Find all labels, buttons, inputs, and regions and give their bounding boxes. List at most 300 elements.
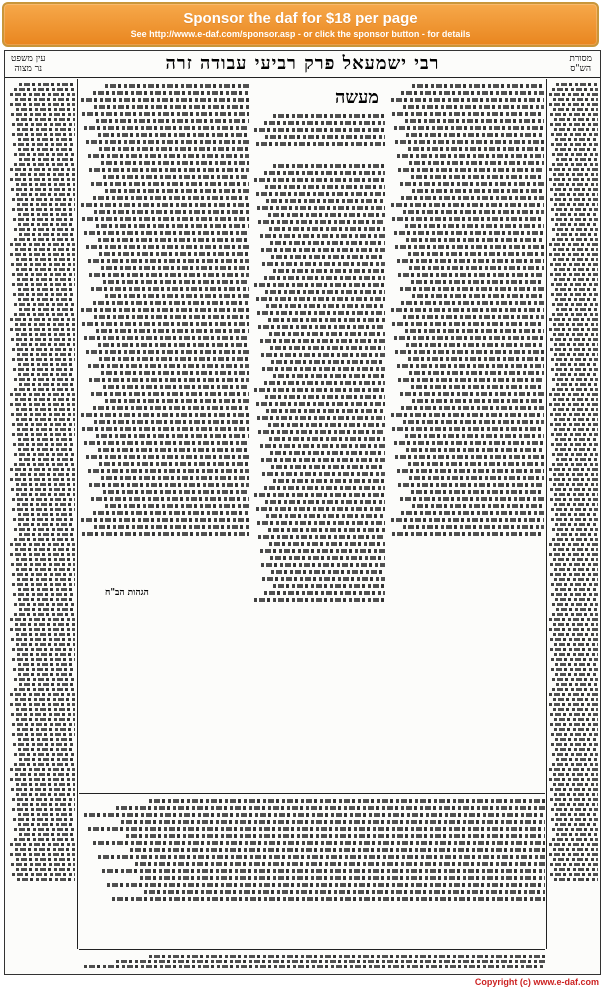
- text-line: [262, 472, 385, 476]
- text-line: [554, 728, 598, 731]
- text-line: [10, 403, 75, 406]
- mesoret-text: [548, 83, 598, 881]
- text-line: [103, 385, 249, 389]
- text-line: [391, 203, 544, 207]
- text-line: [14, 153, 75, 156]
- text-line: [14, 463, 75, 466]
- text-line: [556, 83, 599, 86]
- text-line: [552, 228, 599, 231]
- text-line: [96, 329, 249, 333]
- text-line: [11, 563, 75, 566]
- text-line: [554, 718, 599, 721]
- text-line: [551, 368, 598, 371]
- text-line: [13, 443, 75, 446]
- text-line: [551, 743, 598, 746]
- text-line: [405, 119, 545, 123]
- text-line: [549, 103, 598, 106]
- text-line: [553, 558, 598, 561]
- text-line: [91, 497, 249, 501]
- text-line: [556, 608, 599, 611]
- text-line: [258, 430, 385, 434]
- text-line: [14, 678, 75, 681]
- text-line: [13, 218, 75, 221]
- text-line: [15, 698, 75, 701]
- text-line: [254, 128, 385, 132]
- text-line: [551, 658, 599, 661]
- text-line: [12, 208, 75, 211]
- text-line: [555, 298, 598, 301]
- text-line: [18, 448, 75, 451]
- text-line: [556, 458, 599, 461]
- text-line: [105, 294, 250, 298]
- text-line: [398, 483, 544, 487]
- text-line: [550, 648, 598, 651]
- text-line: [12, 658, 75, 661]
- text-line: [550, 263, 599, 266]
- text-line: [406, 238, 544, 242]
- text-line: [15, 98, 75, 101]
- text-line: [254, 493, 385, 497]
- text-line: [18, 748, 75, 751]
- text-line: [262, 577, 385, 581]
- text-line: [549, 403, 598, 406]
- text-line: [10, 853, 75, 856]
- mesoret-label: מסורת הש"ס: [569, 54, 592, 74]
- text-line: [14, 753, 75, 756]
- text-line: [105, 189, 250, 193]
- text-line: [14, 228, 75, 231]
- text-line: [17, 578, 75, 581]
- text-line: [18, 363, 75, 366]
- text-line: [81, 98, 249, 102]
- text-line: [555, 363, 599, 366]
- text-line: [16, 343, 75, 346]
- text-line: [551, 443, 598, 446]
- text-line: [93, 511, 249, 515]
- margin-text: [9, 83, 75, 881]
- text-line: [551, 593, 598, 596]
- text-line: [551, 818, 598, 821]
- text-line: [149, 955, 545, 958]
- text-line: [91, 182, 249, 186]
- text-line: [406, 133, 544, 137]
- text-line: [10, 703, 75, 706]
- text-line: [554, 203, 598, 206]
- text-line: [11, 863, 75, 866]
- text-line: [84, 965, 545, 968]
- text-line: [395, 245, 544, 249]
- text-line: [16, 868, 75, 871]
- text-line: [16, 268, 75, 271]
- rashi-text: [389, 84, 544, 536]
- text-line: [398, 168, 544, 172]
- text-line: [269, 542, 385, 546]
- text-line: [273, 374, 385, 378]
- text-line: [149, 799, 545, 803]
- text-line: [264, 276, 385, 280]
- text-line: [12, 198, 75, 201]
- text-line: [549, 778, 598, 781]
- text-line: [264, 171, 385, 175]
- text-line: [15, 548, 75, 551]
- text-line: [550, 413, 599, 416]
- text-line: [556, 533, 599, 536]
- text-line: [14, 453, 75, 456]
- text-line: [261, 563, 385, 567]
- text-line: [14, 88, 75, 91]
- text-line: [93, 91, 249, 95]
- text-line: [94, 210, 249, 214]
- text-line: [550, 863, 599, 866]
- text-line: [553, 398, 599, 401]
- text-line: [18, 523, 75, 526]
- text-line: [551, 508, 599, 511]
- text-line: [555, 523, 598, 526]
- text-line: [268, 528, 385, 532]
- text-line: [400, 182, 544, 186]
- text-line: [264, 486, 385, 490]
- text-line: [102, 869, 545, 873]
- text-line: [554, 793, 599, 796]
- text-line: [408, 252, 544, 256]
- text-line: [258, 535, 385, 539]
- text-line: [81, 518, 249, 522]
- text-line: [107, 883, 545, 887]
- text-line: [550, 423, 598, 426]
- text-line: [270, 346, 385, 350]
- text-line: [395, 140, 544, 144]
- text-line: [11, 638, 75, 641]
- page-title: רבי ישמעאל פרק רביעי עבודה זרה: [165, 53, 440, 74]
- divider: [79, 949, 545, 950]
- text-line: [549, 253, 598, 256]
- text-line: [268, 318, 385, 322]
- text-line: [400, 497, 544, 501]
- text-line: [549, 843, 599, 846]
- text-line: [392, 532, 544, 536]
- text-line: [398, 273, 544, 277]
- text-line: [12, 733, 75, 736]
- text-line: [554, 803, 598, 806]
- text-line: [409, 161, 544, 165]
- text-line: [82, 532, 249, 536]
- text-line: [554, 643, 599, 646]
- text-line: [94, 315, 249, 319]
- text-line: [18, 813, 75, 816]
- text-line: [268, 423, 385, 427]
- text-line: [91, 392, 249, 396]
- text-line: [266, 409, 385, 413]
- sponsor-title[interactable]: Sponsor the daf for $18 per page: [183, 10, 418, 27]
- text-line: [98, 238, 249, 242]
- text-line: [397, 259, 544, 263]
- text-line: [16, 493, 75, 496]
- text-line: [12, 583, 75, 586]
- text-line: [17, 653, 75, 656]
- text-line: [392, 112, 544, 116]
- text-line: [266, 514, 385, 518]
- text-line: [553, 248, 599, 251]
- text-line: [555, 223, 598, 226]
- text-line: [18, 298, 75, 301]
- text-line: [89, 378, 249, 382]
- text-line: [12, 873, 75, 876]
- text-line: [16, 708, 75, 711]
- text-line: [553, 858, 598, 861]
- text-line: [408, 357, 544, 361]
- text-line: [256, 192, 385, 196]
- text-line: [254, 178, 385, 182]
- text-line: [549, 693, 599, 696]
- text-line: [99, 462, 249, 466]
- text-line: [551, 358, 599, 361]
- text-line: [555, 513, 599, 516]
- text-line: [17, 428, 75, 431]
- text-line: [12, 808, 75, 811]
- text-line: [144, 890, 545, 894]
- text-line: [19, 683, 75, 686]
- text-line: [16, 718, 75, 721]
- text-line: [554, 428, 598, 431]
- text-line: [15, 848, 75, 851]
- text-line: [86, 245, 249, 249]
- text-line: [273, 584, 385, 588]
- text-line: [556, 383, 599, 386]
- text-line: [549, 318, 599, 321]
- text-line: [554, 268, 599, 271]
- text-line: [271, 360, 385, 364]
- commentary-text: [79, 84, 249, 536]
- ein-mishpat-label: עין משפט נר מצוה: [11, 54, 46, 74]
- text-line: [10, 393, 75, 396]
- text-line: [264, 591, 385, 595]
- text-line: [99, 252, 249, 256]
- text-line: [258, 220, 385, 224]
- text-line: [406, 448, 544, 452]
- text-line: [135, 862, 545, 866]
- text-line: [84, 336, 249, 340]
- text-line: [552, 303, 599, 306]
- text-line: [552, 688, 598, 691]
- text-line: [550, 563, 599, 566]
- text-line: [550, 638, 599, 641]
- text-line: [98, 343, 249, 347]
- text-line: [81, 203, 249, 207]
- text-line: [555, 138, 599, 141]
- text-line: [15, 248, 75, 251]
- text-line: [552, 753, 599, 756]
- text-line: [16, 858, 75, 861]
- text-line: [17, 353, 75, 356]
- text-line: [93, 196, 249, 200]
- text-line: [18, 588, 75, 591]
- text-line: [549, 628, 598, 631]
- text-line: [116, 806, 545, 810]
- text-line: [18, 513, 75, 516]
- text-line: [552, 538, 598, 541]
- divider: [79, 793, 545, 794]
- left-commentary-column: [79, 81, 249, 736]
- text-line: [13, 818, 75, 821]
- text-line: [17, 128, 75, 131]
- text-line: [270, 241, 385, 245]
- text-line: [551, 808, 599, 811]
- text-line: [258, 325, 385, 329]
- text-line: [15, 323, 75, 326]
- text-line: [551, 583, 599, 586]
- text-line: [265, 500, 385, 504]
- text-line: [412, 504, 544, 508]
- text-line: [18, 138, 75, 141]
- text-line: [269, 227, 385, 231]
- text-line: [391, 98, 544, 102]
- text-line: [11, 263, 75, 266]
- text-line: [12, 123, 75, 126]
- text-line: [412, 189, 544, 193]
- text-line: [12, 133, 75, 136]
- text-line: [86, 140, 249, 144]
- text-line: [89, 273, 249, 277]
- text-line: [273, 269, 385, 273]
- text-line: [260, 234, 385, 238]
- text-line: [10, 243, 75, 246]
- text-line: [84, 126, 249, 130]
- text-line: [12, 723, 75, 726]
- sponsor-banner[interactable]: [2, 2, 599, 47]
- text-line: [398, 378, 544, 382]
- text-line: [82, 322, 249, 326]
- text-line: [99, 357, 249, 361]
- text-line: [555, 748, 598, 751]
- text-line: [553, 848, 599, 851]
- text-line: [553, 183, 598, 186]
- text-line: [411, 280, 544, 284]
- text-line: [554, 118, 599, 121]
- sponsor-subtitle[interactable]: See http://www.e-daf.com/sponsor.asp - or click the sponsor button - for details: [130, 29, 471, 39]
- text-line: [14, 603, 75, 606]
- text-line: [552, 163, 598, 166]
- text-line: [261, 248, 385, 252]
- text-line: [551, 518, 598, 521]
- text-line: [400, 287, 544, 291]
- text-line: [549, 328, 598, 331]
- text-line: [81, 413, 249, 417]
- text-line: [16, 568, 75, 571]
- text-line: [552, 528, 599, 531]
- copyright-link[interactable]: Copyright (c) www.e-daf.com: [474, 977, 599, 987]
- text-line: [12, 573, 75, 576]
- text-line: [549, 393, 599, 396]
- opening-text-block: [253, 111, 385, 157]
- text-line: [11, 788, 75, 791]
- text-line: [550, 338, 599, 341]
- text-line: [397, 469, 544, 473]
- text-line: [101, 266, 249, 270]
- text-line: [14, 763, 75, 766]
- text-line: [94, 105, 249, 109]
- text-line: [554, 578, 598, 581]
- text-line: [13, 293, 75, 296]
- text-line: [121, 820, 545, 824]
- text-line: [554, 343, 599, 346]
- text-line: [262, 262, 385, 266]
- text-line: [551, 283, 599, 286]
- text-line: [549, 243, 599, 246]
- text-line: [93, 406, 249, 410]
- text-line: [105, 399, 250, 403]
- text-line: [256, 297, 385, 301]
- text-line: [553, 333, 598, 336]
- text-line: [16, 118, 75, 121]
- text-line: [270, 451, 385, 455]
- text-line: [10, 543, 75, 546]
- bottom-text: [79, 799, 545, 901]
- text-line: [556, 758, 599, 761]
- text-line: [273, 164, 385, 168]
- text-line: [550, 348, 598, 351]
- text-line: [403, 420, 544, 424]
- text-line: [555, 148, 598, 151]
- text-line: [105, 84, 250, 88]
- text-line: [12, 273, 75, 276]
- text-line: [88, 154, 250, 158]
- text-line: [552, 828, 599, 831]
- text-line: [554, 193, 599, 196]
- divider: [546, 79, 547, 949]
- text-line: [16, 783, 75, 786]
- text-line: [10, 328, 75, 331]
- text-line: [556, 233, 599, 236]
- text-line: [552, 88, 598, 91]
- text-line: [554, 353, 598, 356]
- text-line: [554, 653, 598, 656]
- text-line: [555, 663, 599, 666]
- text-line: [412, 84, 544, 88]
- text-line: [14, 613, 75, 616]
- text-line: [19, 458, 75, 461]
- text-line: [10, 618, 75, 621]
- text-line: [555, 288, 599, 291]
- text-line: [549, 168, 599, 171]
- text-line: [552, 603, 599, 606]
- text-line: [550, 123, 598, 126]
- text-line: [554, 493, 599, 496]
- text-line: [18, 663, 75, 666]
- text-line: [10, 843, 75, 846]
- text-line: [19, 833, 75, 836]
- text-line: [554, 878, 598, 881]
- text-line: [273, 479, 385, 483]
- text-line: [552, 678, 599, 681]
- text-line: [101, 371, 249, 375]
- text-line: [553, 173, 599, 176]
- text-line: [271, 465, 385, 469]
- text-line: [392, 217, 544, 221]
- text-line: [14, 828, 75, 831]
- text-line: [405, 224, 545, 228]
- text-line: [265, 290, 385, 294]
- text-line: [19, 308, 75, 311]
- text-line: [403, 315, 544, 319]
- page-header: [5, 51, 600, 78]
- text-line: [554, 503, 598, 506]
- text-line: [412, 294, 544, 298]
- text-line: [98, 133, 249, 137]
- text-line: [552, 453, 599, 456]
- text-line: [257, 311, 385, 315]
- text-line: [551, 293, 598, 296]
- text-line: [93, 301, 249, 305]
